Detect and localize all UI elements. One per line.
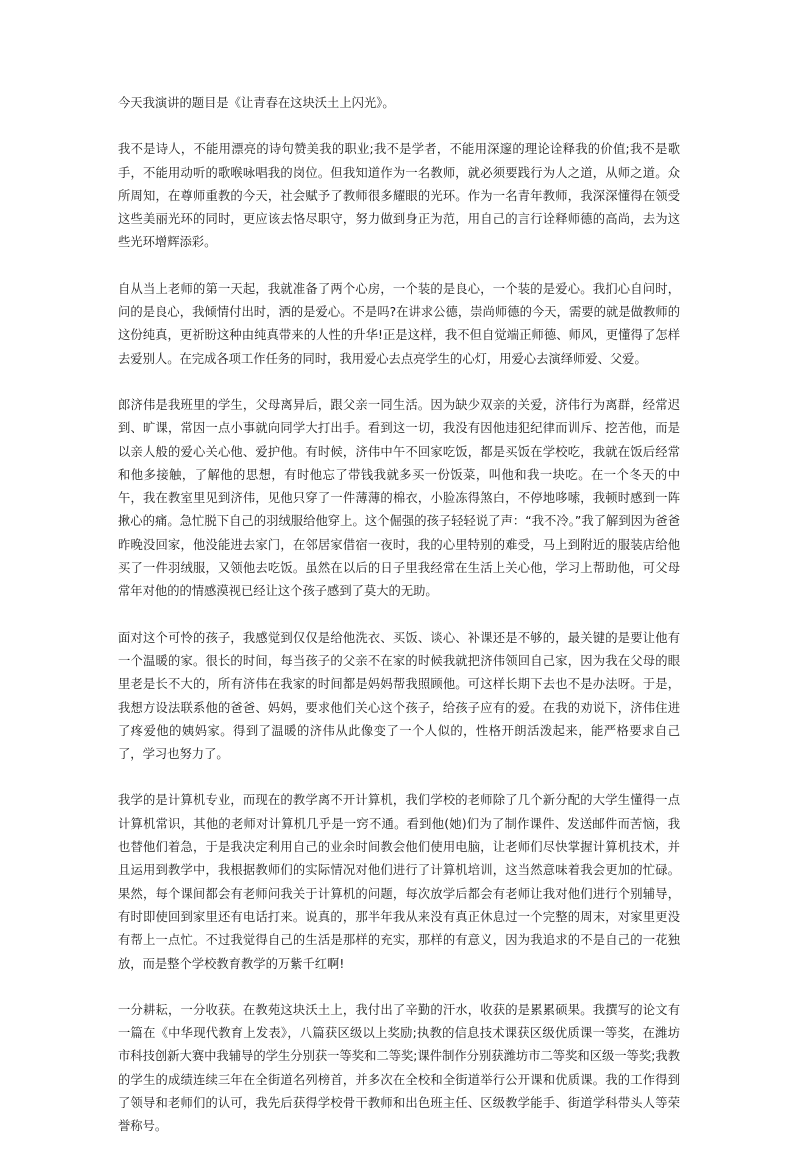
speech-title: 今天我演讲的题目是《让青春在这块沃土上闪光》。 <box>118 96 395 110</box>
document-body <box>118 92 680 1162</box>
paragraph-warm-home: 面对这个可怜的孩子，我感觉到仅仅是给他洗衣、买饭、谈心、补课还是不够的，最关键的是要让他有一个温暖的家。很长的时间，每当孩子的父亲不在家的时候我就把济伟领回自己家，因为我在父母的眼里老是长不大的，所有济伟在我家的时间都是妈妈帮我照顾他。可这样长期下去也不是办法呀。于是，我想方设法联系他的爸爸、妈妈，要求他们关心这个孩子，给孩子应有的爱。在我的劝说下，济伟住进了疼爱他的姨妈家。得到了温暖的济伟从此像变了一个人似的，性格开朗活泼起来，能严格要求自己了，学习也努力了。 <box>118 630 680 762</box>
paragraph-computer-training: 我学的是计算机专业，而现在的教学离不开计算机，我们学校的老师除了几个新分配的大学生懂得一点计算机常识，其他的老师对计算机几乎是一窍不通。看到他(她)们为了制作课件、发送邮件而苦恼，我也替他们着急，于是我决定利用自己的业余时间教会他们使用电脑，让老师们尽快掌握计算机技术，并且运用到教学中，我根据教师们的实际情况对他们进行了计算机培训，这当然意味着我会更加的忙碌。果然，每个课间都会有老师问我关于计算机的问题，每次放学后都会有老师让我对他们进行个别辅导，有时即使回到家里还有电话打来。说真的，那半年我从来没有真正休息过一个完整的周末，对家里更没有帮上一点忙。不过我觉得自己的生活是那样的充实，那样的有意义，因为我追求的不是自己的一花独放，而是整个学校教育教学的万紫千红啊! <box>118 793 680 971</box>
paragraph-student-story: 郎济伟是我班里的学生，父母离异后，跟父亲一同生活。因为缺少双亲的关爱，济伟行为离群，经常迟到、旷课，常因一点小事就向同学大打出手。看到这一切，我没有因他违犯纪律而训斥、挖苦他，而是以亲人般的爱心关心他、爱护他。有时候，济伟中午不回家吃饭，都是买饭在学校吃，我就在饭后经常和他多接触，了解他的思想，有时他忘了带钱我就多买一份饭菜，叫他和我一块吃。在一个冬天的中午，我在教室里见到济伟，见他只穿了一件薄薄的棉衣，小脸冻得煞白，不停地哆嗦，我顿时感到一阵揪心的痛。急忙脱下自己的羽绒服给他穿上。这个倔强的孩子轻轻说了声：“我不冷。”我了解到因为爸爸昨晚没回家，他没能进去家门，在邻居家借宿一夜时，我的心里特别的难受，马上到附近的服装店给他买了一件羽绒服，又领他去吃饭。虽然在以后的日子里我经常在生活上关心他，学习上帮助他，可父母常年对他的的情感漠视已经让这个孩子感到了莫大的无助。 <box>118 397 680 599</box>
paragraph-intro: 我不是诗人，不能用漂亮的诗句赞美我的职业;我不是学者，不能用深邃的理论诠释我的价值;我不是歌手，不能用动听的歌喉咏唱我的岗位。但我知道作为一名教师，就必须要践行为人之道，从师之道。众所周知，在尊师重教的今天，社会赋予了教师很多耀眼的光环。作为一名青年教师，我深深懂得在领受这些美丽光环的同时，更应该去恪尽职守，努力做到身正为范，用自己的言行诠释师德的高尚，去为这些光环增辉添彩。 <box>118 142 680 250</box>
paragraph-achievements: 一分耕耘，一分收获。在教苑这块沃土上，我付出了辛勤的汗水，收获的是累累硕果。我撰写的论文有一篇在《中华现代教育上发表》，八篇获区级以上奖励;执教的信息技术课获区级优质课一等奖，在潍坊市科技创新大赛中我辅导的学生分别获一等奖和二等奖;课件制作分别获潍坊市二等奖和区级一等奖;我教的学生的成绩连续三年在全街道名列榜首，并多次在全校和全街道举行公开课和优质课。我的工作得到了领导和老师们的认可，我先后获得学校骨干教师和出色班主任、区级教学能手、街道学科带头人等荣誉称号。 <box>118 1002 680 1134</box>
paragraph-conscience-love: 自从当上老师的第一天起，我就准备了两个心房，一个装的是良心，一个装的是爱心。我扪心自问时，问的是良心，我倾情付出时，洒的是爱心。不是吗?在讲求公德，崇尚师德的今天，需要的就是做教师的这份纯真，更祈盼这种由纯真带来的人性的升华!正是这样，我不但自觉端正师德、师风，更懂得了怎样去爱别人。在完成各项工作任务的同时，我用爱心去点亮学生的心灯，用爱心去演绎师爱、父爱。 <box>118 281 680 366</box>
